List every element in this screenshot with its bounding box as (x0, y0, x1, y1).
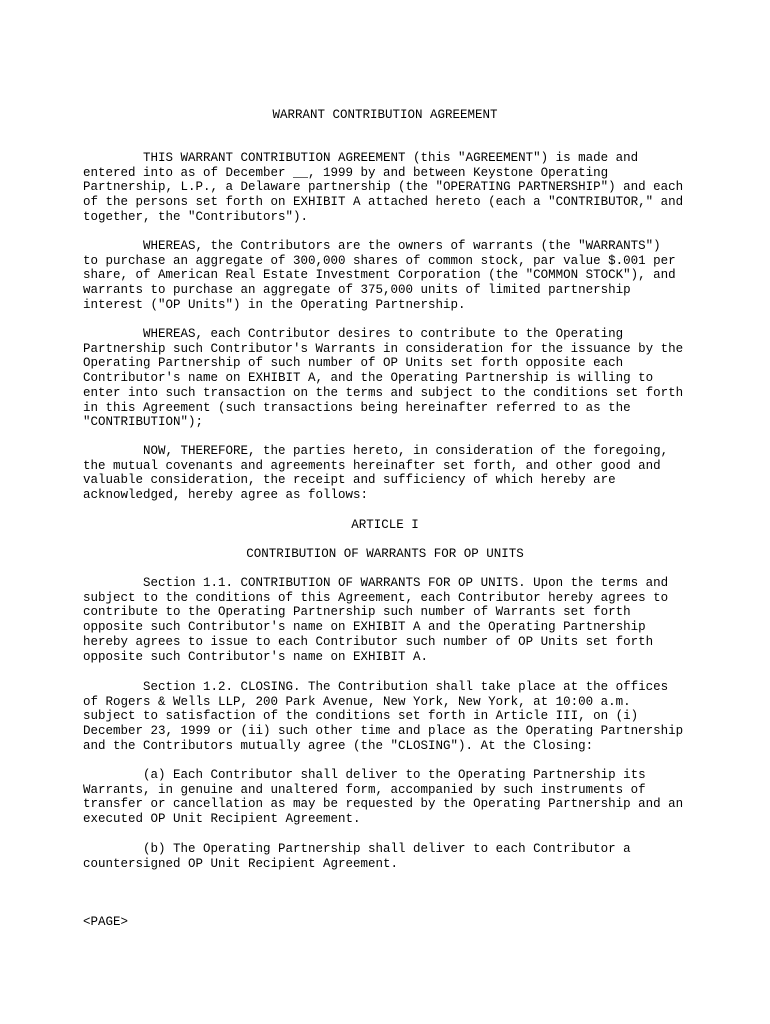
clause-a-paragraph: (a) Each Contributor shall deliver to the Operating Partnership its Warrants, in genuine and unaltered form, accompanied by such instruments of transfer or cancellation as may be requested by the Operating Partnership and an executed OP Unit Recipient Agreement. (83, 768, 684, 827)
whereas-paragraph-2: WHEREAS, each Contributor desires to contribute to the Operating Partnership such Contributor's Warrants in consideration for the issuance by the Operating Partnership of such number of OP Units set forth opposite each Contributor's name on EXHIBIT A, and the Operating Partnership is willing to enter into such transaction on the terms and subject to the conditions set forth in this Agreement (such transactions being hereinafter referred to as the "CONTRIBUTION"); (83, 327, 684, 430)
page-marker: <PAGE> (83, 915, 129, 929)
whereas-paragraph-1: WHEREAS, the Contributors are the owners of warrants (the "WARRANTS") to purchase an aggregate of 300,000 shares of common stock, par value $.001 per share, of American Real Estate Investment Corporation (the "COMMON STOCK"), and warrants to purchase an aggregate of 375,000 units of limited partnership interest ("OP Units") in the Operating Partnership. (83, 239, 676, 312)
section-1-1-paragraph: Section 1.1. CONTRIBUTION OF WARRANTS FOR OP UNITS. Upon the terms and subject to the conditions of this Agreement, each Contributor hereby agrees to contribute to the Operating Partnership such number of Warrants set forth opposite such Contributor's name on EXHIBIT A and the Operating Partnership hereby agrees to issue to each Contributor such number of OP Units set forth opposite such Contributor's name on EXHIBIT A. (83, 576, 669, 664)
article-title: CONTRIBUTION OF WARRANTS FOR OP UNITS (246, 547, 524, 561)
document-title: WARRANT CONTRIBUTION AGREEMENT (272, 108, 498, 122)
clause-b-paragraph: (b) The Operating Partnership shall deliver to each Contributor a countersigned OP Unit Recipient Agreement. (83, 842, 631, 871)
intro-paragraph: THIS WARRANT CONTRIBUTION AGREEMENT (this "AGREEMENT") is made and entered into as of December __, 1999 by and between Keystone Operating Partnership, L.P., a Delaware partnership (the "OPERATING PARTNERSHIP") and each of the persons set forth on EXHIBIT A attached hereto (each a "CONTRIBUTOR," and together, the "Contributors"). (83, 151, 684, 224)
now-therefore-paragraph: NOW, THEREFORE, the parties hereto, in consideration of the foregoing, the mutual covenants and agreements hereinafter set forth, and other good and valuable consideration, the receipt and sufficiency of which hereby are acknowledged, hereby agree as follows: (83, 444, 669, 503)
section-1-2-paragraph: Section 1.2. CLOSING. The Contribution shall take place at the offices of Rogers & Wells LLP, 200 Park Avenue, New York, New York, at 10:00 a.m. subject to satisfaction of the conditions set forth in Article III, on (i) December 23, 1999 or (ii) such other time and place as the Operating Partnership and the Contributors mutually agree (the "CLOSING"). At the Closing: (83, 680, 684, 753)
article-number: ARTICLE I (351, 518, 419, 532)
